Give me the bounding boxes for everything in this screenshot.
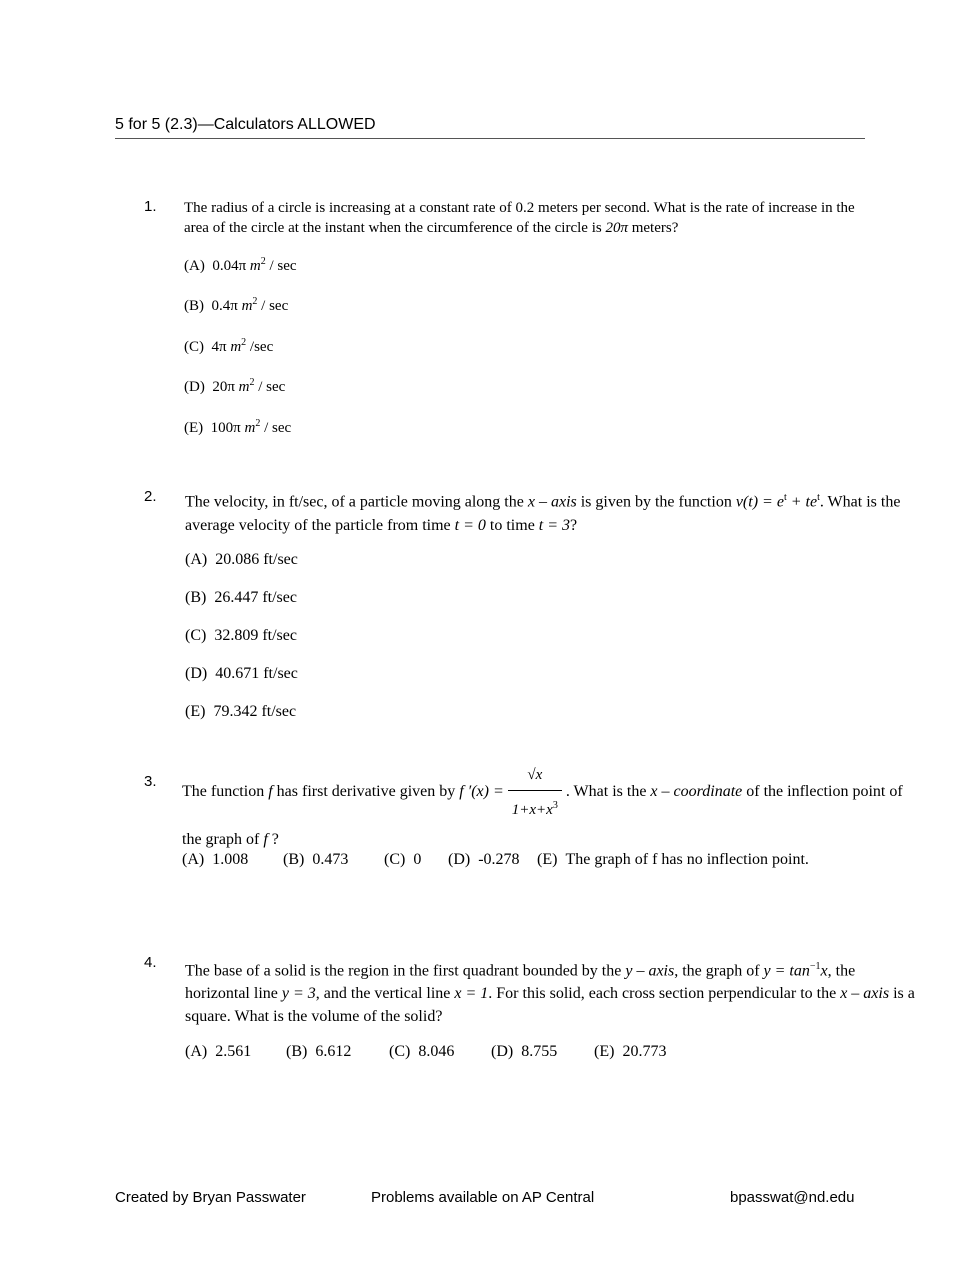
question-2-number: 2. xyxy=(144,488,157,505)
q2-choice-b[interactable]: (B) 26.447 ft/sec xyxy=(185,589,297,606)
q4-choices xyxy=(185,1043,666,1061)
q4-choice-a[interactable]: (A) 2.561 xyxy=(185,1043,252,1060)
q4-choice-c[interactable]: (C) 8.046 xyxy=(389,1043,455,1060)
q4-choice-d[interactable]: (D) 8.755 xyxy=(491,1043,558,1060)
q3-choice-c[interactable]: (C) 0 xyxy=(384,851,422,868)
footer-source: Problems available on AP Central xyxy=(371,1189,595,1206)
question-3-number: 3. xyxy=(144,773,157,790)
q3-choice-b[interactable]: (B) 0.473 xyxy=(283,851,349,868)
q3-choice-e[interactable]: (E) The graph of f has no inflection point. xyxy=(537,851,809,868)
question-1-number: 1. xyxy=(144,198,157,215)
q4-choice-e[interactable]: (E) 20.773 xyxy=(594,1043,667,1060)
question-2-text: The velocity, in ft/sec, of a particle moving along the x – axis is given by the function $v(t) = e^t + te^t$. What is the average velocity of the particle from time t = 0 to time t = 3? xyxy=(185,492,901,535)
page-header: 5 for 5 (2.3)—Calculators ALLOWED xyxy=(115,116,865,139)
q2-choice-c[interactable]: (C) 32.809 ft/sec xyxy=(185,627,297,644)
q2-choice-d[interactable]: (D) 40.671 ft/sec xyxy=(185,665,298,682)
derivative-fraction: $\frac{√x}{1+x+x^3}$ xyxy=(508,760,562,825)
q1-choice-c[interactable]: (C) 4π $m^2$ /sec xyxy=(184,337,274,355)
question-4-number: 4. xyxy=(144,954,157,971)
q4-choice-b[interactable]: (B) 6.612 xyxy=(286,1043,352,1060)
q3-choice-a[interactable]: (A) 1.008 xyxy=(182,851,249,868)
q3-choices xyxy=(182,851,809,869)
q1-choice-a[interactable]: (A) 0.04π $m^2$ / sec xyxy=(184,256,297,274)
footer-author: Created by Bryan Passwater xyxy=(115,1189,306,1206)
question-3-text: The function f has first derivative given by f ′(x) = $\frac{√x}{1+x+x^3}$ . What is the x – coordinate of the inflection point of the graph of f ? xyxy=(182,760,917,855)
footer-email: bpasswat@nd.edu xyxy=(730,1189,855,1206)
q2-choice-e[interactable]: (E) 79.342 ft/sec xyxy=(185,703,297,720)
question-4-text: The base of a solid is the region in the first quadrant bounded by the y – axis, the graph of $y = \tan^{-1}x$, the horizontal line y = 3, and the vertical line x = 1. For this solid, each cross section perpendicular to the x – axis is a square. What is the volume of the solid? xyxy=(185,961,915,1026)
q3-choice-d[interactable]: (D) -0.278 xyxy=(448,851,520,868)
q1-choice-e[interactable]: (E) 100π $m^2$ / sec xyxy=(184,418,292,436)
question-1-text: The radius of a circle is increasing at a constant rate of 0.2 meters per second. What is the rate of increase in the area of the circle at the instant when the circumference of the circle is 20π meters? xyxy=(184,200,855,236)
q2-choice-a[interactable]: (A) 20.086 ft/sec xyxy=(185,551,298,568)
q1-choice-b[interactable]: (B) 0.4π $m^2$ / sec xyxy=(184,296,289,314)
q1-choice-d[interactable]: (D) 20π $m^2$ / sec xyxy=(184,377,286,395)
